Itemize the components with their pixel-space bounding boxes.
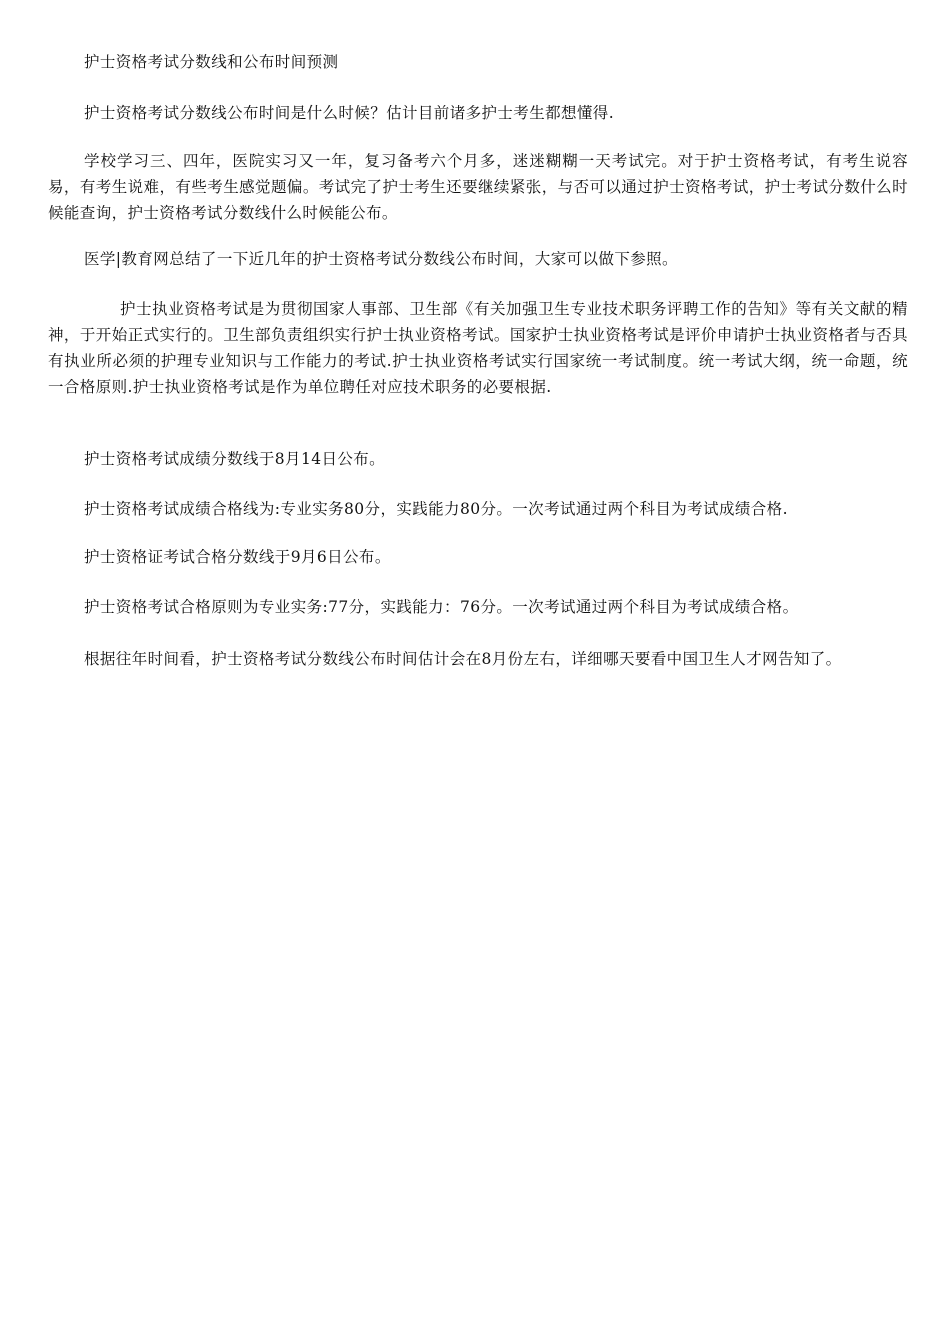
paragraph-pass-line-1: 护士资格考试成绩合格线为:专业实务80分，实践能力80分。一次考试通过两个科目为考试成绩合格. [84,500,788,518]
paragraph-score-date-2: 护士资格证考试合格分数线于9月6日公布。 [84,548,391,566]
paragraph-intro-question: 护士资格考试分数线公布时间是什么时候？估计目前诸多护士考生都想懂得. [84,104,615,122]
paragraph-forecast: 根据往年时间看，护士资格考试分数线公布时间估计会在8月份左右，详细哪天要看中国卫生人才网告知了。 [84,650,842,668]
paragraph-exam-policy: 护士执业资格考试是为贯彻国家人事部、卫生部《有关加强卫生专业技术职务评聘工作的告知》等有关文献的精神，于开始正式实行的。卫生部负责组织实行护士执业资格考试。国家护士执业资格考试是评价申请护士执业资格者与否具有执业所必须的护理专业知识与工作能力的考试.护士执业资格考试实行国家统一考试制度。统一考试大纲，统一命题，统一合格原则.护士执业资格考试是作为单位聘任对应技术职务的必要根据. [48,300,908,396]
document-title: 护士资格考试分数线和公布时间预测 [84,53,339,71]
paragraph-exam-background: 学校学习三、四年，医院实习又一年，复习备考六个月多，迷迷糊糊一天考试完。对于护士资格考试，有考生说容易，有考生说难，有些考生感觉题偏。考试完了护士考生还要继续紧张，与否可以通过护士资格考试，护士考试分数什么时候能查询，护士资格考试分数线什么时候能公布。 [48,152,908,222]
paragraph-score-date-1: 护士资格考试成绩分数线于8月14日公布。 [84,450,386,468]
paragraph-pass-line-2: 护士资格考试合格原则为专业实务:77分，实践能力：76分。一次考试通过两个科目为考试成绩合格。 [84,598,799,616]
paragraph-summary-note: 医学|教育网总结了一下近几年的护士资格考试分数线公布时间，大家可以做下参照。 [84,250,678,268]
